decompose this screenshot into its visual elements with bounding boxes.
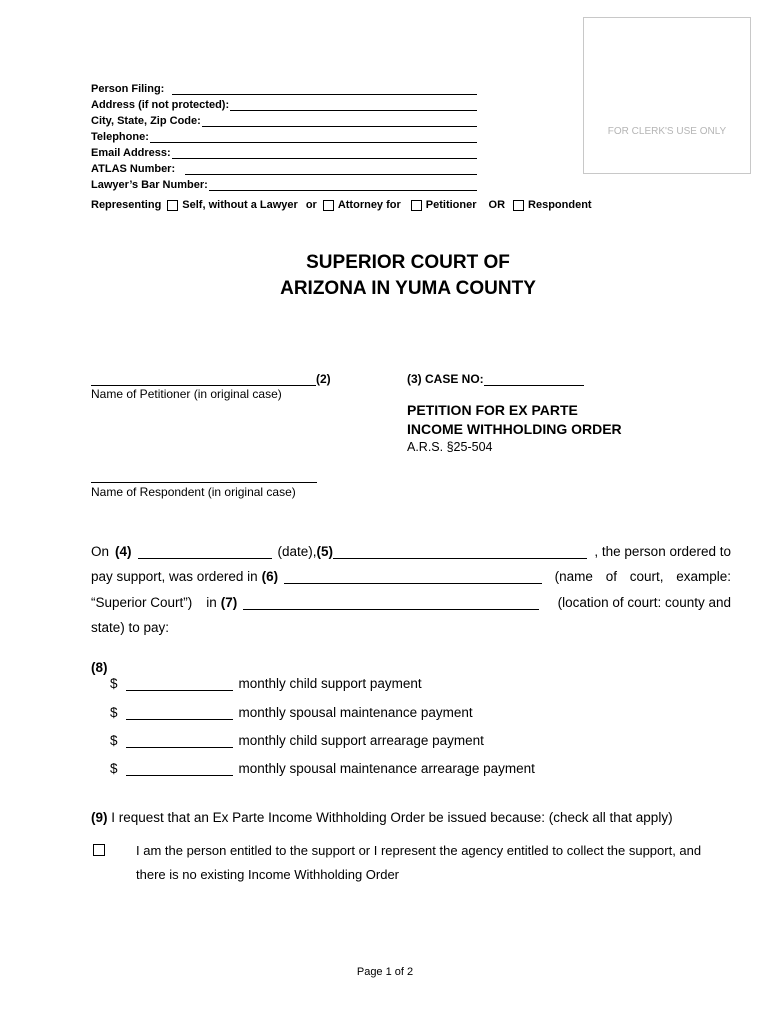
petitioner-num: (2) [316,372,331,386]
payments-num: (8) [91,660,108,675]
field-address[interactable]: Address (if not protected): [91,96,477,111]
body-line-4: state) to pay: [91,620,170,635]
representing-row [91,199,592,211]
doc-title-line2: INCOME WITHHOLDING ORDER [407,421,622,437]
date-field[interactable] [138,544,272,559]
clerk-use-label: FOR CLERK'S USE ONLY [607,126,727,137]
field-email[interactable]: Email Address: [91,144,477,159]
field-telephone[interactable]: Telephone: [91,128,477,143]
payment-row: $ monthly spousal maintenance payment [110,705,473,720]
petitioner-name-field[interactable] [91,372,331,386]
payment-row: $ monthly child support payment [110,676,422,691]
spousal-arrearage-amount-field[interactable] [126,762,233,776]
doc-title-line1: PETITION FOR EX PARTE [407,402,578,418]
field-bar-number[interactable]: Lawyer’s Bar Number: [91,176,477,191]
body-line-1: On (4) (date), (5) , the person ordered to [91,544,731,559]
child-support-arrearage-amount-field[interactable] [126,734,233,748]
respondent-label: Name of Respondent (in original case) [91,485,296,499]
representing-label: Representing [91,199,162,211]
checkbox-self[interactable] [167,200,178,211]
field-person-filing[interactable]: Person Filing: [91,80,477,95]
obligor-name-field[interactable] [333,544,587,559]
label-attorney: Attorney for [337,199,401,211]
label-petitioner: Petitioner [425,199,477,211]
court-title-line1: SUPERIOR COURT OF [306,252,510,273]
petitioner-label: Name of Petitioner (in original case) [91,387,282,401]
spousal-maintenance-amount-field[interactable] [126,706,233,720]
court-title-line2: ARIZONA IN YUMA COUNTY [280,278,536,299]
case-no-label: (3) CASE NO: [407,372,484,386]
option-1-line2: there is no existing Income Withholding Order [136,867,400,882]
child-support-amount-field[interactable] [126,677,233,691]
payment-row: $ monthly spousal maintenance arrearage payment [110,761,535,776]
respondent-name-field[interactable] [91,470,317,483]
court-location-field[interactable] [243,595,539,610]
field-atlas-number[interactable]: ATLAS Number: [91,160,477,175]
clerk-use-box [583,17,751,174]
statute: A.R.S. §25-504 [407,440,493,454]
case-number-field[interactable] [407,372,584,386]
payment-row: $ monthly child support arrearage payment [110,733,484,748]
court-name-field[interactable] [284,569,542,584]
body-line-3: “Superior Court”) in (7) (location of court: county and [91,595,731,610]
label-self: Self, without a Lawyer [182,199,298,211]
checkbox-respondent[interactable] [513,200,524,211]
page-number: Page 1 of 2 [356,966,414,978]
label-respondent: Respondent [528,199,592,211]
field-city-state-zip[interactable]: City, State, Zip Code: [91,112,477,127]
checkbox-attorney[interactable] [323,200,334,211]
label-or: or [305,199,317,211]
label-or-2: OR [488,199,506,211]
checkbox-option-1[interactable] [93,844,105,856]
request-line: (9) I request that an Ex Parte Income Withholding Order be issued because: (check all that apply) [91,810,673,825]
checkbox-petitioner[interactable] [411,200,422,211]
body-line-2: pay support, was ordered in (6) (name of court, example: [91,569,731,584]
option-1-line1: I am the person entitled to the support or I represent the agency entitled to collect the support, and [136,843,702,858]
